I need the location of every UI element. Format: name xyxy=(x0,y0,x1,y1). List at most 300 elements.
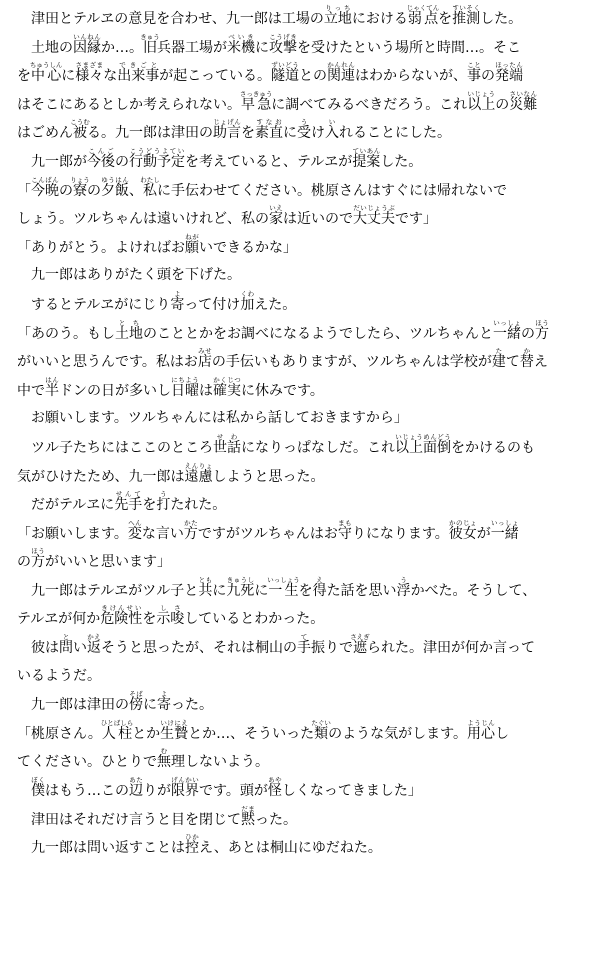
text-segment: がいいと思います」 xyxy=(45,554,171,571)
text-segment: た話を思い xyxy=(326,582,397,599)
ruby-word xyxy=(75,61,104,85)
ruby-word xyxy=(323,4,352,27)
ruby-reading: ほう xyxy=(31,547,45,556)
ruby-word xyxy=(406,4,440,27)
ruby-reading: か xyxy=(519,347,534,356)
ruby-base: 寄 xyxy=(157,697,171,714)
ruby-base: 僕 xyxy=(31,783,45,800)
ruby-word xyxy=(31,776,45,800)
ruby-base: 入 xyxy=(325,125,339,142)
ruby-word xyxy=(396,575,411,599)
ruby-reading: りょう xyxy=(70,175,90,184)
ruby-reading: とも xyxy=(198,575,213,584)
ruby-reading: よ xyxy=(170,289,185,298)
text-line xyxy=(17,290,597,319)
text-segment: が xyxy=(476,525,491,542)
ruby-word xyxy=(226,575,255,599)
ruby-word xyxy=(171,375,199,399)
ruby-word xyxy=(129,690,143,714)
ruby-reading: ゆうはん xyxy=(101,175,129,184)
text-segment: ツル子たちにはここのところ xyxy=(17,439,213,456)
ruby-base: 辺 xyxy=(129,783,143,800)
ruby-base: 素直 xyxy=(255,125,283,142)
ruby-word xyxy=(312,575,327,599)
ruby-word xyxy=(269,32,297,56)
ruby-base: 出来事 xyxy=(117,68,160,85)
ruby-base: 遠慮 xyxy=(184,468,213,485)
ruby-word xyxy=(255,118,283,142)
text-segment: たれた。 xyxy=(170,497,227,514)
ruby-base: 提案 xyxy=(352,153,381,170)
ruby-word xyxy=(157,747,171,771)
text-segment: ドンの日が多いし xyxy=(59,382,171,399)
text-segment: った。 xyxy=(171,697,213,714)
ruby-word xyxy=(127,518,142,542)
ruby-reading: べいき xyxy=(227,32,255,41)
text-segment: の xyxy=(521,325,535,342)
text-segment: に手伝わせてください。桃原さんはすぐには帰れないで xyxy=(157,182,507,199)
ruby-word xyxy=(466,718,495,742)
ruby-reading: わたし xyxy=(140,175,160,184)
text-segment: ですがツルちゃんはお xyxy=(197,525,338,542)
ruby-reading: ひとばしら xyxy=(100,718,134,727)
text-segment: 津田とテルヱの意見を合わせ、九一郎は工場の xyxy=(17,11,324,27)
text-segment: 九一郎はテルヱがツル子と xyxy=(17,582,199,599)
ruby-reading: くわ xyxy=(240,289,255,298)
ruby-reading: いっしょ xyxy=(493,318,521,327)
text-segment: とか xyxy=(132,725,161,742)
ruby-word xyxy=(350,633,370,657)
ruby-word xyxy=(452,4,481,27)
ruby-word xyxy=(171,776,199,800)
ruby-word xyxy=(114,490,143,514)
ruby-base: 類 xyxy=(311,725,331,742)
text-segment: を考えていると、テルヱが xyxy=(185,153,353,170)
ruby-word xyxy=(140,32,160,56)
ruby-base: 推測 xyxy=(452,11,481,27)
text-line xyxy=(17,633,597,662)
text-segment: は xyxy=(199,382,213,399)
ruby-reading: こと xyxy=(466,61,481,70)
text-segment: 津田はそれだけ言うと目を閉じて xyxy=(17,811,241,828)
text-line xyxy=(17,233,597,262)
ruby-reading: しさ xyxy=(156,604,185,613)
text-segment: は近いので xyxy=(283,211,353,228)
text-segment: った。 xyxy=(255,811,297,828)
ruby-word xyxy=(70,118,90,142)
ruby-reading: じょげん xyxy=(213,118,241,127)
text-line xyxy=(17,176,597,205)
ruby-base: 得 xyxy=(312,582,327,599)
text-segment: に xyxy=(283,125,297,142)
ruby-word xyxy=(325,118,339,142)
text-line xyxy=(17,118,597,147)
ruby-base: 黙 xyxy=(241,811,255,828)
ruby-reading: さえぎ xyxy=(350,633,370,642)
ruby-reading: こんご xyxy=(87,146,115,155)
ruby-word xyxy=(337,518,352,542)
text-segment: の xyxy=(17,554,31,571)
text-segment: に xyxy=(143,697,157,714)
ruby-base: 旧 xyxy=(140,39,160,56)
text-segment: 気がひけたため、九一郎は xyxy=(17,468,185,485)
ruby-word xyxy=(198,575,213,599)
ruby-reading: いけにえ xyxy=(160,718,189,727)
ruby-word xyxy=(535,318,549,342)
ruby-base: 共 xyxy=(198,582,213,599)
text-segment: を xyxy=(438,11,453,27)
ruby-reading: すいそく xyxy=(452,4,481,12)
ruby-base: 寄 xyxy=(170,296,185,313)
ruby-base: 今晩 xyxy=(31,182,59,199)
ruby-base: 変 xyxy=(127,525,142,542)
text-segment: る。九一郎は津田の xyxy=(87,125,213,142)
ruby-word xyxy=(185,232,199,256)
ruby-word xyxy=(490,518,519,542)
ruby-reading: た xyxy=(491,347,506,356)
ruby-reading: さいなん xyxy=(509,89,538,98)
ruby-reading: ほったん xyxy=(494,61,523,70)
ruby-reading: ちゅうしん xyxy=(29,61,63,70)
ruby-base: 方 xyxy=(31,554,45,571)
novel-text-body xyxy=(17,4,597,862)
ruby-reading: かた xyxy=(183,518,198,527)
text-segment: の xyxy=(480,68,495,85)
ruby-word xyxy=(466,61,481,85)
ruby-reading: いじょう xyxy=(467,89,496,98)
text-line xyxy=(17,33,597,62)
text-segment: え xyxy=(533,354,548,371)
ruby-reading: あた xyxy=(129,776,143,785)
ruby-base: 関連 xyxy=(326,68,355,85)
ruby-reading: じゃくてん xyxy=(406,4,440,12)
text-segment: のこととかをお調べになるようでしたら、ツルちゃんと xyxy=(143,325,493,342)
text-segment: 土地の xyxy=(17,39,73,56)
text-segment: 中で xyxy=(17,382,45,399)
ruby-word xyxy=(297,633,311,657)
text-segment: に xyxy=(61,68,76,85)
text-segment: を xyxy=(142,611,157,628)
text-segment: け xyxy=(311,125,325,142)
text-segment: られた。津田が何か言って xyxy=(367,640,535,657)
ruby-base: 方 xyxy=(535,325,549,342)
text-line xyxy=(17,404,597,433)
ruby-reading: と xyxy=(59,633,73,642)
ruby-base: 彼女 xyxy=(448,525,477,542)
text-segment: はそこにあるとしか考えられない。 xyxy=(17,96,241,113)
ruby-base: 中心 xyxy=(29,68,63,85)
ruby-word xyxy=(227,32,255,56)
ruby-reading: あや xyxy=(267,776,282,785)
text-line xyxy=(17,576,597,605)
ruby-word xyxy=(183,518,198,542)
ruby-reading: せわ xyxy=(213,432,241,441)
ruby-base: 以上 xyxy=(467,96,496,113)
ruby-base: 因縁 xyxy=(73,39,101,56)
text-line xyxy=(17,147,597,176)
ruby-base: 生贄 xyxy=(160,725,189,742)
ruby-base: 受 xyxy=(297,125,311,142)
text-segment: しているとわかった。 xyxy=(184,611,325,628)
text-segment: の xyxy=(87,182,101,199)
ruby-base: 限界 xyxy=(171,783,199,800)
text-segment: した。 xyxy=(480,11,523,27)
text-segment: はもう…この xyxy=(45,783,129,800)
ruby-reading: え xyxy=(312,575,327,584)
ruby-reading: へん xyxy=(127,518,142,527)
ruby-reading: ほう xyxy=(535,318,549,327)
text-line xyxy=(17,376,597,405)
text-segment: れることにした。 xyxy=(339,125,451,142)
ruby-word xyxy=(87,146,115,170)
text-line xyxy=(17,776,597,805)
ruby-base: 今後 xyxy=(87,153,115,170)
ruby-reading: いっしょう xyxy=(267,575,300,584)
ruby-word xyxy=(31,547,45,571)
text-segment: か…。 xyxy=(101,39,143,56)
text-segment: 九一郎は津田の xyxy=(17,697,129,714)
ruby-reading: こうげき xyxy=(269,32,297,41)
ruby-reading: ていあん xyxy=(352,146,381,155)
text-segment: 九一郎は問い返すことは xyxy=(17,840,185,857)
ruby-base: 日曜 xyxy=(171,382,199,399)
text-line xyxy=(17,90,597,119)
ruby-word xyxy=(494,61,523,85)
text-line xyxy=(17,690,597,719)
ruby-reading: いんねん xyxy=(73,32,101,41)
ruby-word xyxy=(239,89,273,113)
text-line xyxy=(17,662,597,691)
ruby-reading: そば xyxy=(129,690,143,699)
ruby-reading: ぼく xyxy=(31,776,45,785)
ruby-base: 替 xyxy=(519,354,534,371)
text-segment: てください。ひとりで xyxy=(17,754,157,771)
ruby-word xyxy=(101,175,129,199)
text-segment: に xyxy=(255,39,269,56)
text-line xyxy=(17,547,597,576)
text-line xyxy=(17,462,597,491)
ruby-word xyxy=(270,61,299,85)
text-segment: はわからないが、 xyxy=(354,68,467,85)
text-segment: を xyxy=(142,497,157,514)
ruby-reading: ひか xyxy=(185,833,199,842)
ruby-word xyxy=(213,118,241,142)
ruby-reading: よ xyxy=(157,690,171,699)
ruby-base: 建 xyxy=(491,354,506,371)
ruby-word xyxy=(100,604,143,628)
ruby-reading: はん xyxy=(45,375,59,384)
ruby-word xyxy=(140,175,160,199)
ruby-reading: いっしょ xyxy=(490,518,519,527)
ruby-base: 問 xyxy=(59,640,73,657)
text-segment: における xyxy=(351,11,408,27)
text-line xyxy=(17,319,597,348)
text-segment: い xyxy=(73,640,87,657)
ruby-reading: こうむ xyxy=(70,118,90,127)
text-segment: 「桃原さん。 xyxy=(17,725,102,742)
ruby-base: 発端 xyxy=(494,68,523,85)
text-line xyxy=(17,747,597,776)
ruby-word xyxy=(160,718,189,742)
ruby-base: 立地 xyxy=(323,11,352,27)
ruby-reading: いじょうめんどう xyxy=(395,432,451,441)
ruby-base: 九死 xyxy=(226,582,255,599)
ruby-base: 守 xyxy=(337,525,352,542)
text-segment: 「 xyxy=(17,182,31,199)
ruby-reading: きゅうし xyxy=(226,575,255,584)
ruby-base: 土地 xyxy=(115,325,143,342)
ruby-base: 家 xyxy=(269,211,283,228)
text-segment: を xyxy=(17,68,31,85)
ruby-reading: う xyxy=(396,575,411,584)
ruby-reading: ずいどう xyxy=(270,61,299,70)
ruby-word xyxy=(311,718,331,742)
ruby-base: 確実 xyxy=(213,382,241,399)
ruby-reading: みせ xyxy=(197,347,212,356)
text-segment: をかけるのも xyxy=(451,439,535,456)
ruby-base: 以上面倒 xyxy=(395,439,451,456)
ruby-base: 災難 xyxy=(509,96,538,113)
text-segment: を受けたという場所と時間…。そこ xyxy=(297,39,521,56)
ruby-word xyxy=(184,461,213,485)
ruby-word xyxy=(129,776,143,800)
text-segment: に調べてみるべきだろう。これ xyxy=(271,96,468,113)
text-line xyxy=(17,805,597,834)
ruby-word xyxy=(31,175,59,199)
text-line xyxy=(17,347,597,376)
ruby-word xyxy=(87,633,101,657)
ruby-reading: こうどうよてい xyxy=(129,146,185,155)
text-segment: いできるかな」 xyxy=(199,239,297,256)
text-segment: な言い xyxy=(141,525,184,542)
ruby-base: 方 xyxy=(183,525,198,542)
ruby-word xyxy=(395,432,451,456)
text-segment: の xyxy=(115,153,129,170)
ruby-base: 控 xyxy=(185,840,199,857)
ruby-base: 助言 xyxy=(213,125,241,142)
text-segment: に xyxy=(254,582,269,599)
ruby-reading: こんばん xyxy=(31,175,59,184)
ruby-word xyxy=(70,175,90,199)
ruby-base: 無 xyxy=(157,754,171,771)
text-segment: て xyxy=(505,354,520,371)
text-segment: に休みです。 xyxy=(241,382,324,399)
text-segment: そうと思ったが、それは桐山の xyxy=(101,640,297,657)
text-segment: し xyxy=(494,725,509,742)
text-segment: りになります。 xyxy=(351,525,449,542)
text-segment: との xyxy=(298,68,327,85)
ruby-base: 私 xyxy=(140,182,160,199)
ruby-reading: さまざま xyxy=(75,61,104,70)
text-line xyxy=(17,433,597,462)
ruby-reading: にちよう xyxy=(171,375,199,384)
ruby-word xyxy=(297,118,311,142)
ruby-reading: とち xyxy=(115,318,143,327)
ruby-word xyxy=(115,318,143,342)
ruby-word xyxy=(185,833,199,857)
text-segment: え、あとは桐山にゆだねた。 xyxy=(199,840,382,857)
text-segment: いるようだ。 xyxy=(17,667,101,684)
ruby-base: 弱点 xyxy=(406,11,440,27)
text-segment: しようと思った。 xyxy=(212,468,325,485)
text-segment: お願いします。ツルちゃんには私から話しておきますから」 xyxy=(17,410,408,427)
ruby-reading: て xyxy=(297,633,311,642)
ruby-base: 怪 xyxy=(267,783,282,800)
ruby-reading: きけんせい xyxy=(100,604,143,613)
text-segment: 九一郎が xyxy=(17,153,87,170)
ruby-base: 返 xyxy=(87,640,101,657)
ruby-base: 寮 xyxy=(70,182,90,199)
text-segment: 、 xyxy=(129,182,143,199)
ruby-word xyxy=(73,32,101,56)
ruby-word xyxy=(267,776,282,800)
ruby-base: 行動予定 xyxy=(129,153,185,170)
ruby-word xyxy=(509,89,538,113)
ruby-word xyxy=(29,61,63,85)
ruby-word xyxy=(352,146,381,170)
text-segment: りが xyxy=(143,783,171,800)
text-segment: しょう。ツルちゃんは遠いけれど、私の xyxy=(17,211,269,228)
ruby-base: 隧道 xyxy=(270,68,299,85)
ruby-reading: だいじょうぶ xyxy=(353,204,395,213)
ruby-reading: せんて xyxy=(114,490,143,499)
ruby-base: 用心 xyxy=(466,725,495,742)
ruby-word xyxy=(326,61,355,85)
text-segment xyxy=(17,783,31,799)
ruby-word xyxy=(197,347,212,371)
ruby-word xyxy=(240,289,255,313)
ruby-base: 様々 xyxy=(75,68,104,85)
ruby-base: 人柱 xyxy=(100,725,134,742)
text-line xyxy=(17,833,597,862)
text-segment: とか…、そういった xyxy=(188,725,315,742)
ruby-reading: む xyxy=(157,747,171,756)
ruby-base: 事 xyxy=(466,68,481,85)
ruby-base: 浮 xyxy=(396,582,411,599)
ruby-word xyxy=(448,518,477,542)
text-line xyxy=(17,4,597,33)
ruby-base: 米機 xyxy=(227,39,255,56)
text-segment: した。 xyxy=(380,153,423,170)
text-segment: が起こっている。 xyxy=(159,68,271,85)
ruby-word xyxy=(267,575,300,599)
text-segment: するとテルヱがにじり xyxy=(17,296,171,313)
ruby-reading: い xyxy=(325,118,339,127)
ruby-reading: さっきゅう xyxy=(239,89,273,98)
text-segment: がいいと思うんです。私はお xyxy=(17,354,198,371)
ruby-reading: すなお xyxy=(255,118,283,127)
ruby-base: 攻撃 xyxy=(269,39,297,56)
ruby-base: 傍 xyxy=(129,697,143,714)
text-segment: を xyxy=(241,125,255,142)
ruby-word xyxy=(241,804,255,828)
ruby-word xyxy=(213,432,241,456)
text-segment: を xyxy=(298,582,313,599)
ruby-word xyxy=(269,204,283,228)
ruby-reading: えんりょ xyxy=(184,461,213,470)
ruby-reading: ねが xyxy=(185,232,199,241)
ruby-reading: かくじつ xyxy=(213,375,241,384)
ruby-word xyxy=(129,146,185,170)
text-line xyxy=(17,204,597,233)
text-segment: かべた。そうして、 xyxy=(410,582,537,599)
text-segment: えた。 xyxy=(254,296,297,313)
text-line xyxy=(17,719,597,748)
ruby-base: 手 xyxy=(297,640,311,657)
text-segment: に xyxy=(212,582,227,599)
ruby-base: 世話 xyxy=(213,439,241,456)
text-line xyxy=(17,490,597,519)
